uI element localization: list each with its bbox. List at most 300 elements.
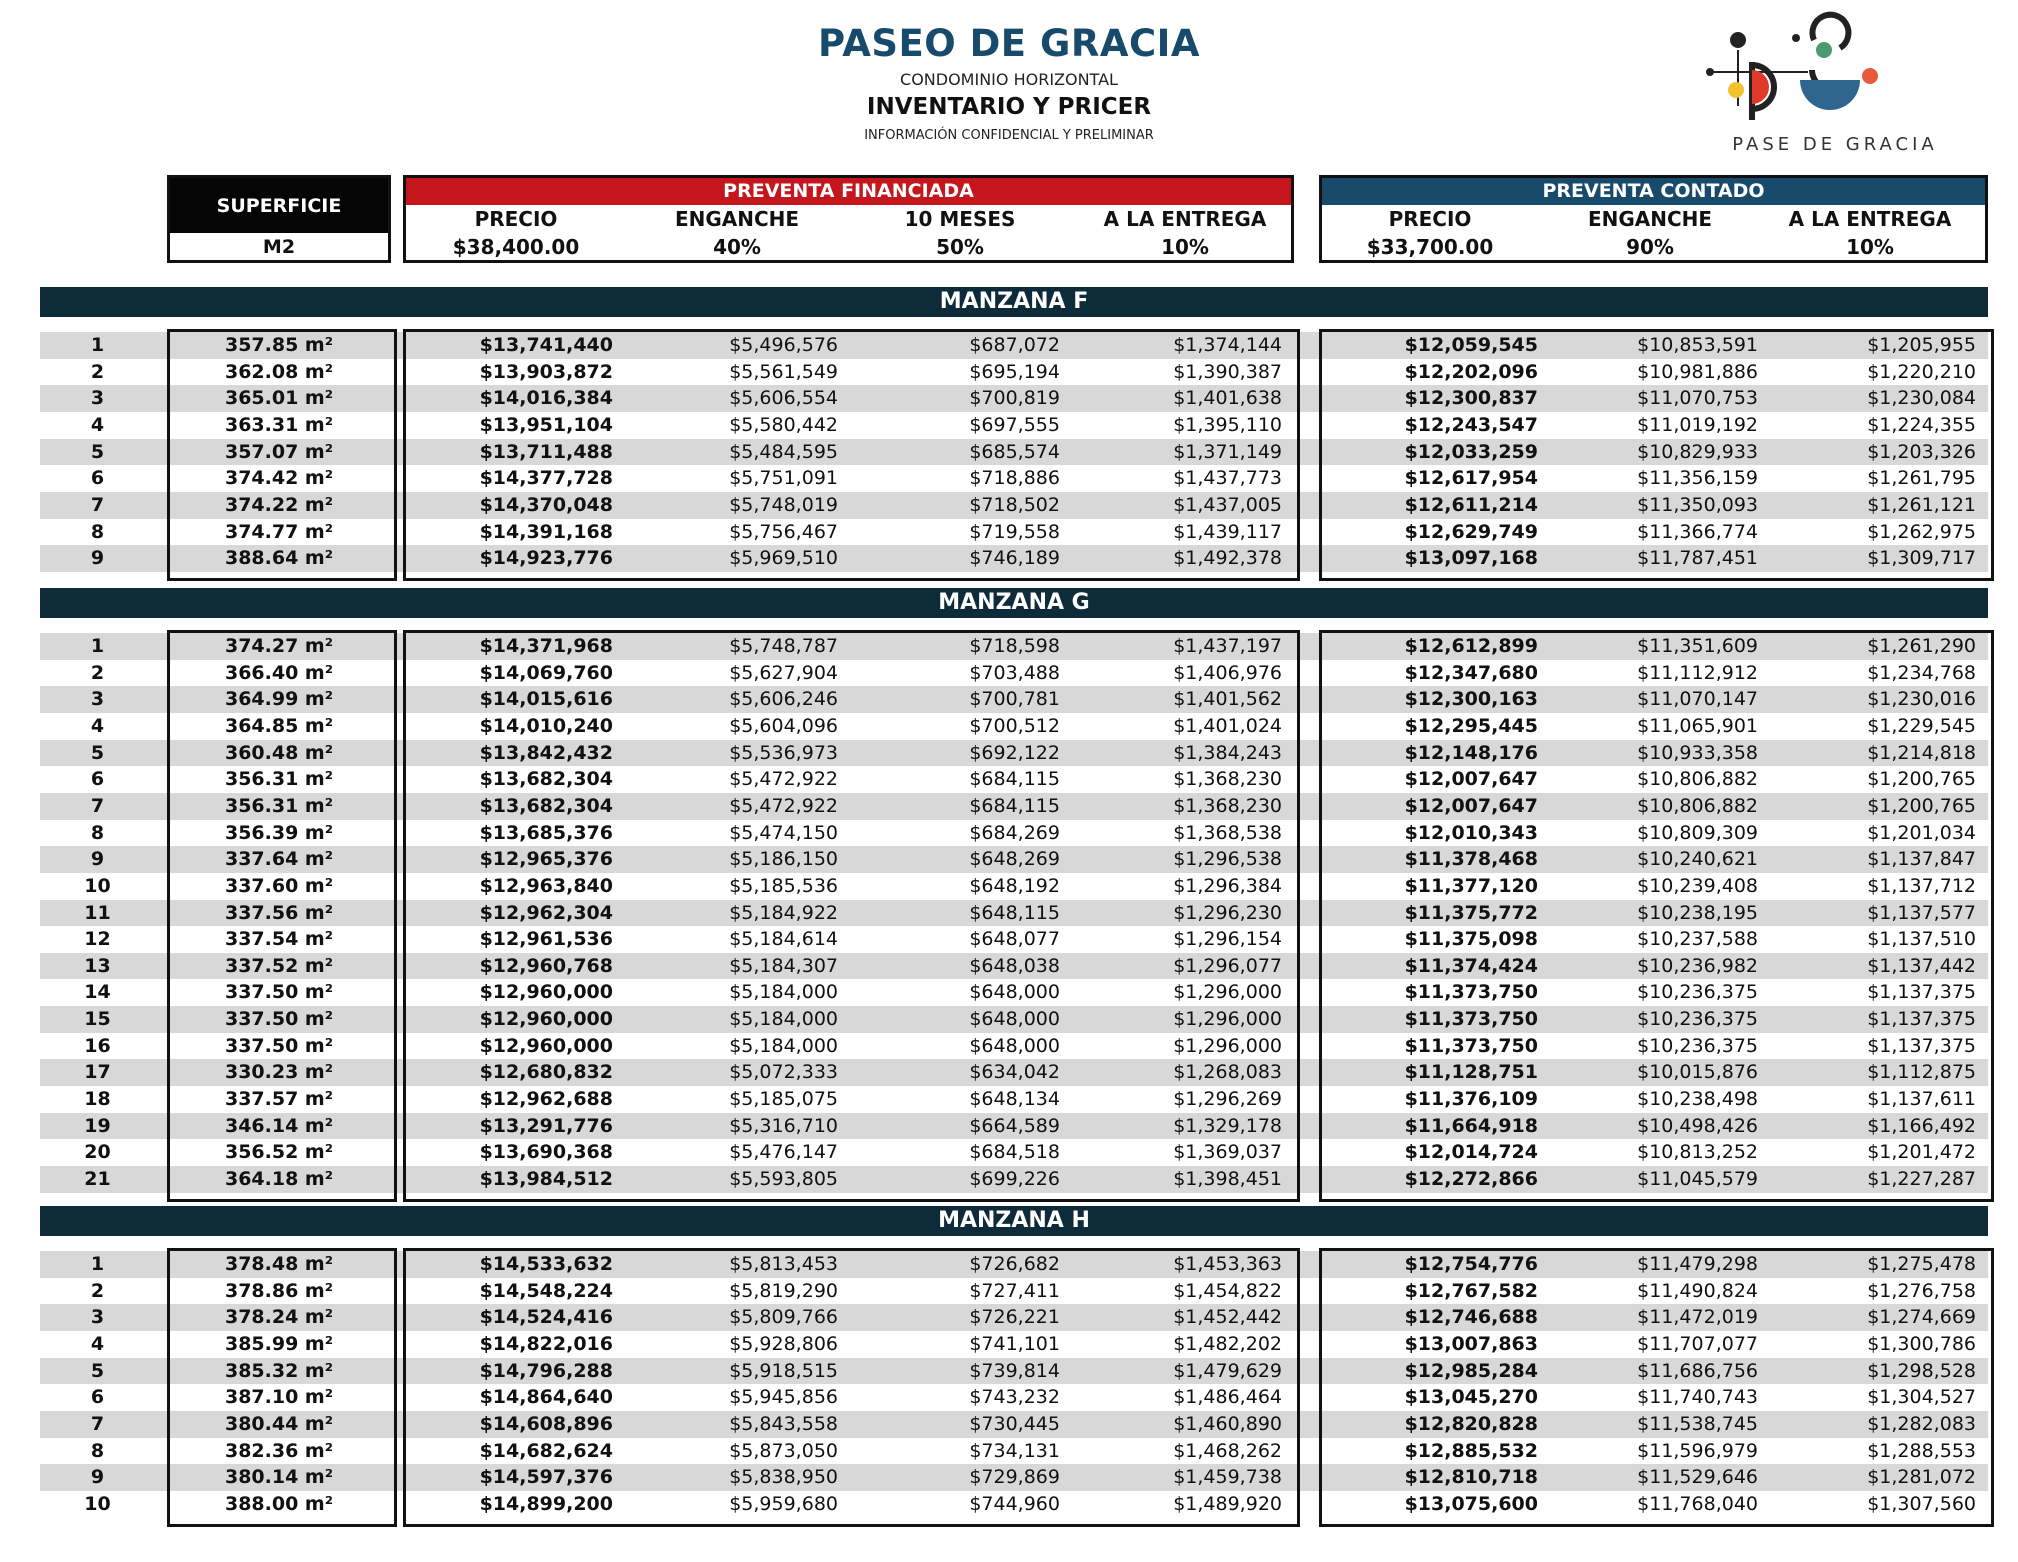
lote-number: 1 bbox=[90, 334, 105, 356]
lote-number: 13 bbox=[84, 954, 111, 977]
superficie-value: 356.39 m² bbox=[224, 821, 334, 844]
con-enganche-value: $11,529,646 bbox=[1637, 1466, 1758, 1489]
lote-number: 12 bbox=[84, 928, 111, 951]
fin-10-meses-label: 10 MESES bbox=[904, 207, 1016, 231]
fin-precio-value: $13,903,872 bbox=[479, 360, 613, 383]
con-a-la-entrega-value: $1,282,083 bbox=[1867, 1412, 1976, 1435]
fin-a-la-entrega-value: $1,398,451 bbox=[1173, 1168, 1282, 1190]
con-enganche-value: $11,479,298 bbox=[1637, 1253, 1758, 1275]
superficie-value: 364.99 m² bbox=[224, 688, 334, 711]
fin-10-meses-value: $648,000 bbox=[969, 1034, 1060, 1057]
lote-number: 9 bbox=[90, 547, 105, 570]
financiada-column-box bbox=[403, 329, 1300, 581]
con-precio-value: $12,754,776 bbox=[1404, 1253, 1538, 1275]
lote-number: 7 bbox=[90, 794, 105, 817]
fin-10-meses-value: $729,869 bbox=[969, 1466, 1060, 1489]
con-a-la-entrega-value: $1,137,847 bbox=[1867, 848, 1976, 871]
fin-enganche-value: $5,809,766 bbox=[729, 1306, 838, 1329]
fin-enganche-value: $5,959,680 bbox=[729, 1492, 838, 1515]
fin-precio-value: $14,796,288 bbox=[479, 1359, 613, 1382]
fin-precio-value: $14,370,048 bbox=[479, 493, 613, 516]
fin-precio-label: PRECIO bbox=[474, 207, 558, 231]
con-enganche-value: $10,236,375 bbox=[1637, 1034, 1758, 1057]
fin-a-la-entrega-value: $1,486,464 bbox=[1173, 1386, 1282, 1409]
con-precio-value: $13,007,863 bbox=[1404, 1332, 1538, 1355]
fin-10-meses-value: $695,194 bbox=[969, 360, 1060, 383]
superficie-value: 356.31 m² bbox=[224, 768, 334, 791]
con-a-la-entrega-value: $1,234,768 bbox=[1867, 661, 1976, 684]
con-a-la-entrega-value: $1,304,527 bbox=[1867, 1386, 1976, 1409]
con-a-la-entrega-value: $1,205,955 bbox=[1867, 334, 1976, 356]
fin-enganche-value: $5,185,536 bbox=[729, 874, 838, 897]
fin-a-la-entrega-value: $1,454,822 bbox=[1173, 1279, 1282, 1302]
fin-enganche-value: $5,945,856 bbox=[729, 1386, 838, 1409]
fin-10-meses-value: $648,192 bbox=[969, 874, 1060, 897]
lote-number: 5 bbox=[90, 741, 105, 764]
fin-enganche-value: $5,184,000 bbox=[729, 1034, 838, 1057]
superficie-value: 356.31 m² bbox=[224, 794, 334, 817]
fin-enganche-value: $5,604,096 bbox=[729, 714, 838, 737]
con-a-la-entrega-value: $1,200,765 bbox=[1867, 768, 1976, 791]
lote-number: 6 bbox=[90, 1386, 105, 1409]
fin-a-la-entrega-value: $1,395,110 bbox=[1173, 413, 1282, 436]
con-a-la-entrega-value: $1,137,611 bbox=[1867, 1088, 1976, 1111]
con-precio-value: $13,075,600 bbox=[1404, 1492, 1538, 1515]
con-a-la-entrega-value: $1,261,290 bbox=[1867, 635, 1976, 657]
fin-precio-value: $12,680,832 bbox=[479, 1061, 613, 1084]
fin-a-la-entrega-value: $1,401,638 bbox=[1173, 387, 1282, 410]
con-enganche-value: $11,065,901 bbox=[1637, 714, 1758, 737]
con-enganche-value: $10,236,982 bbox=[1637, 954, 1758, 977]
con-a-la-entrega-value: $1,276,758 bbox=[1867, 1279, 1976, 1302]
fin-a-la-entrega-value: $1,460,890 bbox=[1173, 1412, 1282, 1435]
fin-enganche-value: $5,751,091 bbox=[729, 467, 838, 490]
preventa-financiada-header: PREVENTA FINANCIADA bbox=[406, 178, 1291, 205]
fin-precio-value: $13,682,304 bbox=[479, 768, 613, 791]
fin-10-meses-value: $703,488 bbox=[969, 661, 1060, 684]
fin-a-la-entrega-value: $1,401,562 bbox=[1173, 688, 1282, 711]
fin-enganche-value: $5,472,922 bbox=[729, 794, 838, 817]
con-precio-value: $12,746,688 bbox=[1404, 1306, 1538, 1329]
con-enganche-value: $11,490,824 bbox=[1637, 1279, 1758, 1302]
superficie-value: 363.31 m² bbox=[224, 413, 334, 436]
superficie-value: 380.44 m² bbox=[224, 1412, 334, 1435]
manzana-header: MANZANA G bbox=[40, 588, 1988, 618]
superficie-value: 382.36 m² bbox=[224, 1439, 334, 1462]
con-enganche-value: $10,813,252 bbox=[1637, 1141, 1758, 1164]
lote-number: 16 bbox=[84, 1034, 111, 1057]
con-precio-value: $11,375,772 bbox=[1404, 901, 1538, 924]
con-a-la-entrega-value: $1,230,016 bbox=[1867, 688, 1976, 711]
financiada-column-box bbox=[403, 630, 1300, 1202]
lote-number: 18 bbox=[84, 1088, 111, 1111]
con-enganche-value: $10,981,886 bbox=[1637, 360, 1758, 383]
document-heading: INVENTARIO Y PRICER bbox=[866, 94, 1152, 120]
con-precio-value: $11,377,120 bbox=[1404, 874, 1538, 897]
fin-precio-value: $12,961,536 bbox=[479, 928, 613, 951]
fin-10-meses-value: $634,042 bbox=[969, 1061, 1060, 1084]
fin-a-la-entrega-value: $1,401,024 bbox=[1173, 714, 1282, 737]
fin-precio-value: $12,960,000 bbox=[479, 1034, 613, 1057]
fin-precio-value: $12,960,768 bbox=[479, 954, 613, 977]
fin-a-la-entrega-value: $1,452,442 bbox=[1173, 1306, 1282, 1329]
con-enganche-value: $10,015,876 bbox=[1637, 1061, 1758, 1084]
fin-precio-value: $14,015,616 bbox=[479, 688, 613, 711]
fin-10-meses-value: $700,781 bbox=[969, 688, 1060, 711]
fin-a-la-entrega-value: $1,268,083 bbox=[1173, 1061, 1282, 1084]
fin-a-la-entrega-value: $1,296,077 bbox=[1173, 954, 1282, 977]
con-precio-value: $12,007,647 bbox=[1404, 794, 1538, 817]
fin-a-la-entrega-value: $1,384,243 bbox=[1173, 741, 1282, 764]
con-a-la-entrega-label: A LA ENTREGA bbox=[1788, 207, 1952, 231]
fin-precio-value: $13,685,376 bbox=[479, 821, 613, 844]
preventa-contado-header: PREVENTA CONTADO bbox=[1322, 178, 1985, 205]
superficie-column-box bbox=[167, 329, 397, 581]
con-enganche-value: $10,829,933 bbox=[1637, 440, 1758, 463]
con-precio-value: $12,300,837 bbox=[1404, 387, 1538, 410]
lote-number: 8 bbox=[90, 1439, 105, 1462]
fin-precio-value: $14,391,168 bbox=[479, 520, 613, 543]
lote-number: 3 bbox=[90, 688, 105, 711]
con-precio-value: $12,810,718 bbox=[1404, 1466, 1538, 1489]
fin-precio-value: $12,960,000 bbox=[479, 981, 613, 1004]
fin-a-la-entrega-value: $1,371,149 bbox=[1173, 440, 1282, 463]
superficie-value: 330.23 m² bbox=[224, 1061, 334, 1084]
superficie-value: 378.48 m² bbox=[224, 1253, 334, 1275]
fin-enganche-value: $5,593,805 bbox=[729, 1168, 838, 1190]
fin-a-la-entrega-value: $1,296,269 bbox=[1173, 1088, 1282, 1111]
lote-number: 5 bbox=[90, 440, 105, 463]
fin-enganche-value: $5,496,576 bbox=[729, 334, 838, 356]
fin-10-meses-value: $648,134 bbox=[969, 1088, 1060, 1111]
fin-a-la-entrega-value: $1,296,384 bbox=[1173, 874, 1282, 897]
fin-enganche-value: $5,185,075 bbox=[729, 1088, 838, 1111]
con-a-la-entrega-value: $1,137,375 bbox=[1867, 1034, 1976, 1057]
fin-10-meses-value: $687,072 bbox=[969, 334, 1060, 356]
superficie-value: 374.27 m² bbox=[224, 635, 334, 657]
con-enganche-value: $11,070,753 bbox=[1637, 387, 1758, 410]
con-a-la-entrega-value: $1,214,818 bbox=[1867, 741, 1976, 764]
fin-10-meses-value: $739,814 bbox=[969, 1359, 1060, 1382]
con-enganche-value: $11,366,774 bbox=[1637, 520, 1758, 543]
fin-enganche-value: $5,748,787 bbox=[729, 635, 838, 657]
lote-number: 20 bbox=[84, 1141, 111, 1164]
fin-enganche-value: $5,969,510 bbox=[729, 547, 838, 570]
superficie-value: 337.50 m² bbox=[224, 1034, 334, 1057]
fin-10-meses-value: $684,115 bbox=[969, 768, 1060, 791]
con-a-la-entrega-value: $1,137,375 bbox=[1867, 981, 1976, 1004]
con-enganche-value: $10,236,375 bbox=[1637, 1008, 1758, 1031]
fin-enganche-value: $5,561,549 bbox=[729, 360, 838, 383]
con-precio-value: $12,767,582 bbox=[1404, 1279, 1538, 1302]
lote-number: 8 bbox=[90, 821, 105, 844]
fin-enganche-value: $5,184,307 bbox=[729, 954, 838, 977]
fin-precio-value: $14,899,200 bbox=[479, 1492, 613, 1515]
lote-number: 21 bbox=[84, 1168, 111, 1190]
con-precio-value: $12,033,259 bbox=[1404, 440, 1538, 463]
con-a-la-entrega-value: $1,307,560 bbox=[1867, 1492, 1976, 1515]
fin-a-la-entrega-value: $1,296,000 bbox=[1173, 981, 1282, 1004]
fin-a-la-entrega-value: $1,468,262 bbox=[1173, 1439, 1282, 1462]
fin-precio-value: $13,690,368 bbox=[479, 1141, 613, 1164]
fin-precio-value: $12,962,688 bbox=[479, 1088, 613, 1111]
fin-precio-value: $14,069,760 bbox=[479, 661, 613, 684]
superficie-value: 378.86 m² bbox=[224, 1279, 334, 1302]
fin-enganche-value: $5,627,904 bbox=[729, 661, 838, 684]
lote-number: 2 bbox=[90, 1279, 105, 1302]
con-a-la-entrega-value: $1,230,084 bbox=[1867, 387, 1976, 410]
con-enganche-value: $11,740,743 bbox=[1637, 1386, 1758, 1409]
con-precio-value: $12,820,828 bbox=[1404, 1412, 1538, 1435]
fin-10-meses-value: $684,115 bbox=[969, 794, 1060, 817]
con-a-la-entrega-pct: 10% bbox=[1846, 235, 1894, 259]
fin-enganche-value: $5,484,595 bbox=[729, 440, 838, 463]
con-a-la-entrega-value: $1,137,510 bbox=[1867, 928, 1976, 951]
superficie-value: 387.10 m² bbox=[224, 1386, 334, 1409]
con-precio-rate: $33,700.00 bbox=[1366, 235, 1494, 259]
fin-precio-value: $14,377,728 bbox=[479, 467, 613, 490]
superficie-value: 366.40 m² bbox=[224, 661, 334, 684]
con-precio-value: $12,243,547 bbox=[1404, 413, 1538, 436]
fin-precio-value: $14,597,376 bbox=[479, 1466, 613, 1489]
fin-10-meses-value: $741,101 bbox=[969, 1332, 1060, 1355]
fin-10-meses-value: $685,574 bbox=[969, 440, 1060, 463]
fin-a-la-entrega-value: $1,369,037 bbox=[1173, 1141, 1282, 1164]
lote-number: 9 bbox=[90, 848, 105, 871]
confidential-notice: INFORMACIÓN CONFIDENCIAL Y PRELIMINAR bbox=[864, 128, 1154, 143]
con-precio-value: $12,300,163 bbox=[1404, 688, 1538, 711]
fin-10-meses-value: $684,269 bbox=[969, 821, 1060, 844]
con-precio-value: $11,373,750 bbox=[1404, 981, 1538, 1004]
fin-10-meses-value: $700,512 bbox=[969, 714, 1060, 737]
contado-column-box bbox=[1319, 630, 1994, 1202]
fin-precio-value: $13,951,104 bbox=[479, 413, 613, 436]
con-a-la-entrega-value: $1,201,034 bbox=[1867, 821, 1976, 844]
fin-a-la-entrega-value: $1,406,976 bbox=[1173, 661, 1282, 684]
con-precio-value: $12,629,749 bbox=[1404, 520, 1538, 543]
superficie-value: 362.08 m² bbox=[224, 360, 334, 383]
manzana-header: MANZANA F bbox=[40, 287, 1988, 317]
con-precio-value: $11,374,424 bbox=[1404, 954, 1538, 977]
fin-precio-value: $12,962,304 bbox=[479, 901, 613, 924]
fin-a-la-entrega-value: $1,479,629 bbox=[1173, 1359, 1282, 1382]
fin-10-meses-value: $664,589 bbox=[969, 1114, 1060, 1137]
fin-10-meses-value: $684,518 bbox=[969, 1141, 1060, 1164]
con-a-la-entrega-value: $1,137,375 bbox=[1867, 1008, 1976, 1031]
con-a-la-entrega-value: $1,137,712 bbox=[1867, 874, 1976, 897]
superficie-value: 356.52 m² bbox=[224, 1141, 334, 1164]
lote-number: 7 bbox=[90, 493, 105, 516]
con-a-la-entrega-value: $1,137,442 bbox=[1867, 954, 1976, 977]
con-precio-label: PRECIO bbox=[1388, 207, 1472, 231]
con-enganche-pct: 90% bbox=[1626, 235, 1674, 259]
superficie-value: 360.48 m² bbox=[224, 741, 334, 764]
fin-enganche-value: $5,316,710 bbox=[729, 1114, 838, 1137]
fin-precio-value: $13,984,512 bbox=[479, 1168, 613, 1190]
fin-a-la-entrega-value: $1,296,230 bbox=[1173, 901, 1282, 924]
lote-number: 4 bbox=[90, 714, 105, 737]
con-a-la-entrega-value: $1,201,472 bbox=[1867, 1141, 1976, 1164]
superficie-value: 374.77 m² bbox=[224, 520, 334, 543]
lote-number: 15 bbox=[84, 1008, 111, 1031]
con-enganche-value: $11,686,756 bbox=[1637, 1359, 1758, 1382]
fin-10-meses-value: $697,555 bbox=[969, 413, 1060, 436]
fin-10-meses-value: $746,189 bbox=[969, 547, 1060, 570]
lote-number: 6 bbox=[90, 768, 105, 791]
fin-10-meses-value: $718,502 bbox=[969, 493, 1060, 516]
fin-precio-value: $12,963,840 bbox=[479, 874, 613, 897]
fin-a-la-entrega-value: $1,296,000 bbox=[1173, 1034, 1282, 1057]
superficie-value: 365.01 m² bbox=[224, 387, 334, 410]
superficie-column-box bbox=[167, 1248, 397, 1527]
fin-10-meses-value: $700,819 bbox=[969, 387, 1060, 410]
lote-number: 4 bbox=[90, 1332, 105, 1355]
fin-10-meses-value: $727,411 bbox=[969, 1279, 1060, 1302]
fin-a-la-entrega-value: $1,437,773 bbox=[1173, 467, 1282, 490]
con-enganche-value: $10,806,882 bbox=[1637, 768, 1758, 791]
lote-number: 6 bbox=[90, 467, 105, 490]
con-enganche-value: $11,707,077 bbox=[1637, 1332, 1758, 1355]
fin-a-la-entrega-label: A LA ENTREGA bbox=[1103, 207, 1267, 231]
superficie-value: 364.18 m² bbox=[224, 1168, 334, 1190]
con-precio-value: $11,373,750 bbox=[1404, 1034, 1538, 1057]
fin-precio-value: $13,711,488 bbox=[479, 440, 613, 463]
con-precio-value: $12,295,445 bbox=[1404, 714, 1538, 737]
fin-a-la-entrega-value: $1,492,378 bbox=[1173, 547, 1282, 570]
con-a-la-entrega-value: $1,281,072 bbox=[1867, 1466, 1976, 1489]
lote-number: 2 bbox=[90, 360, 105, 383]
con-precio-value: $11,378,468 bbox=[1404, 848, 1538, 871]
fin-precio-value: $14,524,416 bbox=[479, 1306, 613, 1329]
financiada-column-box bbox=[403, 1248, 1300, 1527]
con-enganche-value: $11,351,609 bbox=[1637, 635, 1758, 657]
fin-a-la-entrega-value: $1,453,363 bbox=[1173, 1253, 1282, 1275]
con-enganche-label: ENGANCHE bbox=[1587, 207, 1713, 231]
fin-10-meses-value: $648,038 bbox=[969, 954, 1060, 977]
superficie-value: 364.85 m² bbox=[224, 714, 334, 737]
fin-precio-value: $13,291,776 bbox=[479, 1114, 613, 1137]
fin-enganche-label: ENGANCHE bbox=[674, 207, 800, 231]
con-enganche-value: $10,238,195 bbox=[1637, 901, 1758, 924]
fin-precio-value: $14,864,640 bbox=[479, 1386, 613, 1409]
superficie-value: 346.14 m² bbox=[224, 1114, 334, 1137]
con-a-la-entrega-value: $1,200,765 bbox=[1867, 794, 1976, 817]
superficie-value: 357.85 m² bbox=[224, 334, 334, 356]
fin-10-meses-value: $718,886 bbox=[969, 467, 1060, 490]
con-a-la-entrega-value: $1,229,545 bbox=[1867, 714, 1976, 737]
superficie-value: 337.56 m² bbox=[224, 901, 334, 924]
lote-number: 8 bbox=[90, 520, 105, 543]
superficie-unit: M2 bbox=[262, 236, 296, 258]
fin-a-la-entrega-value: $1,296,000 bbox=[1173, 1008, 1282, 1031]
con-precio-value: $12,007,647 bbox=[1404, 768, 1538, 791]
con-a-la-entrega-value: $1,261,795 bbox=[1867, 467, 1976, 490]
lote-number: 17 bbox=[84, 1061, 111, 1084]
con-a-la-entrega-value: $1,309,717 bbox=[1867, 547, 1976, 570]
con-enganche-value: $10,240,621 bbox=[1637, 848, 1758, 871]
fin-precio-value: $13,682,304 bbox=[479, 794, 613, 817]
superficie-header: SUPERFICIE bbox=[170, 178, 388, 233]
con-enganche-value: $10,933,358 bbox=[1637, 741, 1758, 764]
fin-enganche-value: $5,918,515 bbox=[729, 1359, 838, 1382]
con-a-la-entrega-value: $1,220,210 bbox=[1867, 360, 1976, 383]
fin-enganche-value: $5,580,442 bbox=[729, 413, 838, 436]
fin-10-meses-pct: 50% bbox=[936, 235, 984, 259]
contado-column-box bbox=[1319, 1248, 1994, 1527]
fin-a-la-entrega-value: $1,439,117 bbox=[1173, 520, 1282, 543]
superficie-value: 378.24 m² bbox=[224, 1306, 334, 1329]
page-subtitle: CONDOMINIO HORIZONTAL bbox=[900, 70, 1118, 89]
fin-precio-value: $14,608,896 bbox=[479, 1412, 613, 1435]
superficie-value: 385.99 m² bbox=[224, 1332, 334, 1355]
fin-10-meses-value: $648,269 bbox=[969, 848, 1060, 871]
superficie-value: 337.64 m² bbox=[224, 848, 334, 871]
con-a-la-entrega-value: $1,166,492 bbox=[1867, 1114, 1976, 1137]
con-precio-value: $12,202,096 bbox=[1404, 360, 1538, 383]
lote-number: 19 bbox=[84, 1114, 111, 1137]
con-precio-value: $12,611,214 bbox=[1404, 493, 1538, 516]
fin-10-meses-value: $726,221 bbox=[969, 1306, 1060, 1329]
fin-enganche-value: $5,748,019 bbox=[729, 493, 838, 516]
con-enganche-value: $10,239,408 bbox=[1637, 874, 1758, 897]
fin-a-la-entrega-value: $1,368,230 bbox=[1173, 794, 1282, 817]
con-precio-value: $12,617,954 bbox=[1404, 467, 1538, 490]
con-a-la-entrega-value: $1,298,528 bbox=[1867, 1359, 1976, 1382]
con-a-la-entrega-value: $1,274,669 bbox=[1867, 1306, 1976, 1329]
con-precio-value: $12,272,866 bbox=[1404, 1168, 1538, 1190]
fin-10-meses-value: $730,445 bbox=[969, 1412, 1060, 1435]
fin-10-meses-value: $734,131 bbox=[969, 1439, 1060, 1462]
fin-precio-value: $14,822,016 bbox=[479, 1332, 613, 1355]
con-enganche-value: $10,238,498 bbox=[1637, 1088, 1758, 1111]
lote-number: 4 bbox=[90, 413, 105, 436]
lote-number: 2 bbox=[90, 661, 105, 684]
con-enganche-value: $11,472,019 bbox=[1637, 1306, 1758, 1329]
fin-precio-value: $13,741,440 bbox=[479, 334, 613, 356]
con-precio-value: $13,045,270 bbox=[1404, 1386, 1538, 1409]
fin-10-meses-value: $718,598 bbox=[969, 635, 1060, 657]
fin-10-meses-value: $692,122 bbox=[969, 741, 1060, 764]
fin-precio-value: $14,010,240 bbox=[479, 714, 613, 737]
con-precio-value: $12,985,284 bbox=[1404, 1359, 1538, 1382]
fin-10-meses-value: $726,682 bbox=[969, 1253, 1060, 1275]
fin-a-la-entrega-value: $1,459,738 bbox=[1173, 1466, 1282, 1489]
con-a-la-entrega-value: $1,112,875 bbox=[1867, 1061, 1976, 1084]
lote-number: 7 bbox=[90, 1412, 105, 1435]
con-precio-value: $13,097,168 bbox=[1404, 547, 1538, 570]
con-enganche-value: $11,356,159 bbox=[1637, 467, 1758, 490]
fin-10-meses-value: $743,232 bbox=[969, 1386, 1060, 1409]
superficie-value: 337.57 m² bbox=[224, 1088, 334, 1111]
fin-10-meses-value: $699,226 bbox=[969, 1168, 1060, 1190]
fin-a-la-entrega-pct: 10% bbox=[1161, 235, 1209, 259]
superficie-value: 385.32 m² bbox=[224, 1359, 334, 1382]
fin-a-la-entrega-value: $1,437,005 bbox=[1173, 493, 1282, 516]
fin-enganche-value: $5,606,246 bbox=[729, 688, 838, 711]
fin-enganche-value: $5,928,806 bbox=[729, 1332, 838, 1355]
fin-enganche-value: $5,873,050 bbox=[729, 1439, 838, 1462]
fin-precio-value: $12,960,000 bbox=[479, 1008, 613, 1031]
con-precio-value: $12,612,899 bbox=[1404, 635, 1538, 657]
fin-enganche-value: $5,072,333 bbox=[729, 1061, 838, 1084]
fin-enganche-value: $5,536,973 bbox=[729, 741, 838, 764]
con-enganche-value: $10,853,591 bbox=[1637, 334, 1758, 356]
fin-enganche-value: $5,186,150 bbox=[729, 848, 838, 871]
fin-a-la-entrega-value: $1,374,144 bbox=[1173, 334, 1282, 356]
lote-number: 3 bbox=[90, 1306, 105, 1329]
fin-enganche-value: $5,756,467 bbox=[729, 520, 838, 543]
con-precio-value: $12,148,176 bbox=[1404, 741, 1538, 764]
